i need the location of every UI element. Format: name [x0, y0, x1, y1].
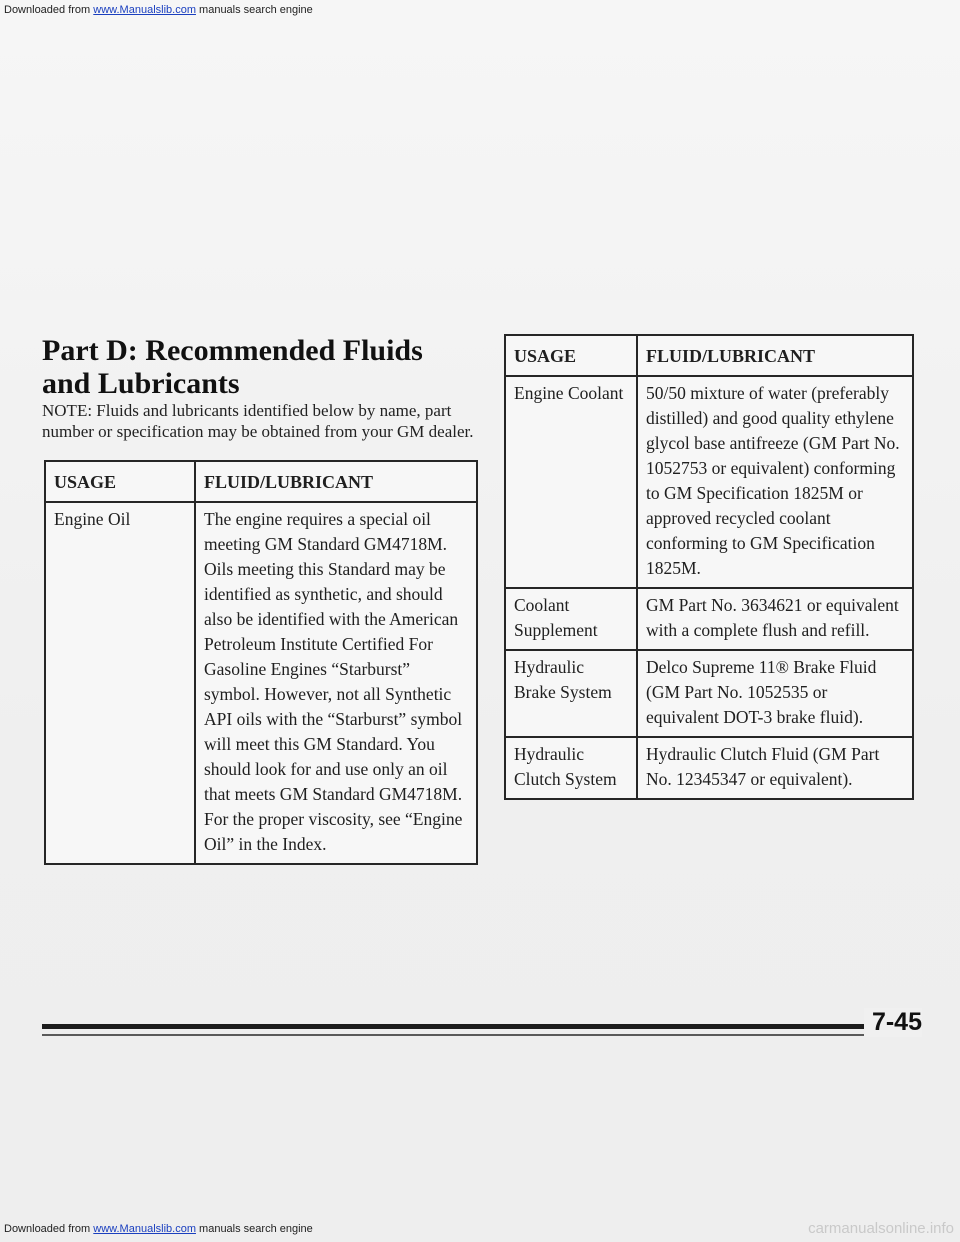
download-header — [0, 0, 960, 20]
column-header-fluid: FLUID/LUBRICANT — [195, 461, 477, 502]
footer-suffix: manuals search engine — [195, 1223, 313, 1235]
footer-prefix: Downloaded from — [4, 1223, 94, 1235]
usage-cell: Coolant Supplement — [505, 588, 637, 650]
page-title: Part D: Recommended Fluids and Lubricants — [42, 334, 423, 400]
footer-site-link[interactable]: www.Manualslib.com — [93, 1223, 196, 1235]
fluid-cell: The engine requires a special oil meeting GM Standard GM4718M. Oils meeting this Standard may be identified as synthetic, and should also be identified with the American Petroleum Institute Certified For Gasoline Engines “Starburst” symbol. However, not all Synthetic API oils with the “Starburst” symbol will meet this GM Standard. You should look for and use only an oil that meets GM Standard GM4718M. For the proper viscosity, see “Engine Oil” in the Index. — [195, 502, 477, 864]
header-prefix: Downloaded from — [4, 4, 94, 16]
usage-cell: Hydraulic Brake System — [505, 650, 637, 737]
table-row — [505, 737, 913, 799]
page-number: 7-45 — [864, 1008, 922, 1037]
column-header-usage: USAGE — [45, 461, 195, 502]
download-footer — [0, 1216, 960, 1242]
fluids-table-left — [44, 460, 478, 865]
footer-rule-thick — [42, 1024, 910, 1029]
table-header-row — [505, 335, 913, 376]
table-header-row — [45, 461, 477, 502]
table-row — [45, 502, 477, 864]
usage-cell: Engine Oil — [45, 502, 195, 864]
usage-cell: Engine Coolant — [505, 376, 637, 588]
table-row — [505, 588, 913, 650]
usage-cell: Hydraulic Clutch System — [505, 737, 637, 799]
header-site-link[interactable]: www.Manualslib.com — [93, 4, 196, 16]
fluid-cell: Hydraulic Clutch Fluid (GM Part No. 12345347 or equivalent). — [637, 737, 913, 799]
fluid-cell: GM Part No. 3634621 or equivalent with a complete flush and refill. — [637, 588, 913, 650]
watermark-text: carmanualsonline.info — [808, 1220, 954, 1237]
note-text: NOTE: Fluids and lubricants identified below by name, part number or specification may be obtained from your GM dealer. — [42, 401, 474, 441]
column-header-usage: USAGE — [505, 335, 637, 376]
fluid-cell: Delco Supreme 11® Brake Fluid (GM Part No. 1052535 or equivalent DOT-3 brake fluid). — [637, 650, 913, 737]
footer-rule-thin — [42, 1034, 910, 1036]
fluids-table-right — [504, 334, 914, 800]
table-row — [505, 650, 913, 737]
table-row — [505, 376, 913, 588]
column-header-fluid: FLUID/LUBRICANT — [637, 335, 913, 376]
header-suffix: manuals search engine — [195, 4, 313, 16]
fluid-cell: 50/50 mixture of water (preferably distilled) and good quality ethylene glycol base antifreeze (GM Part No. 1052753 or equivalent) conforming to GM Specification 1825M or approved recycled coolant conforming to GM Specification 1825M. — [637, 376, 913, 588]
